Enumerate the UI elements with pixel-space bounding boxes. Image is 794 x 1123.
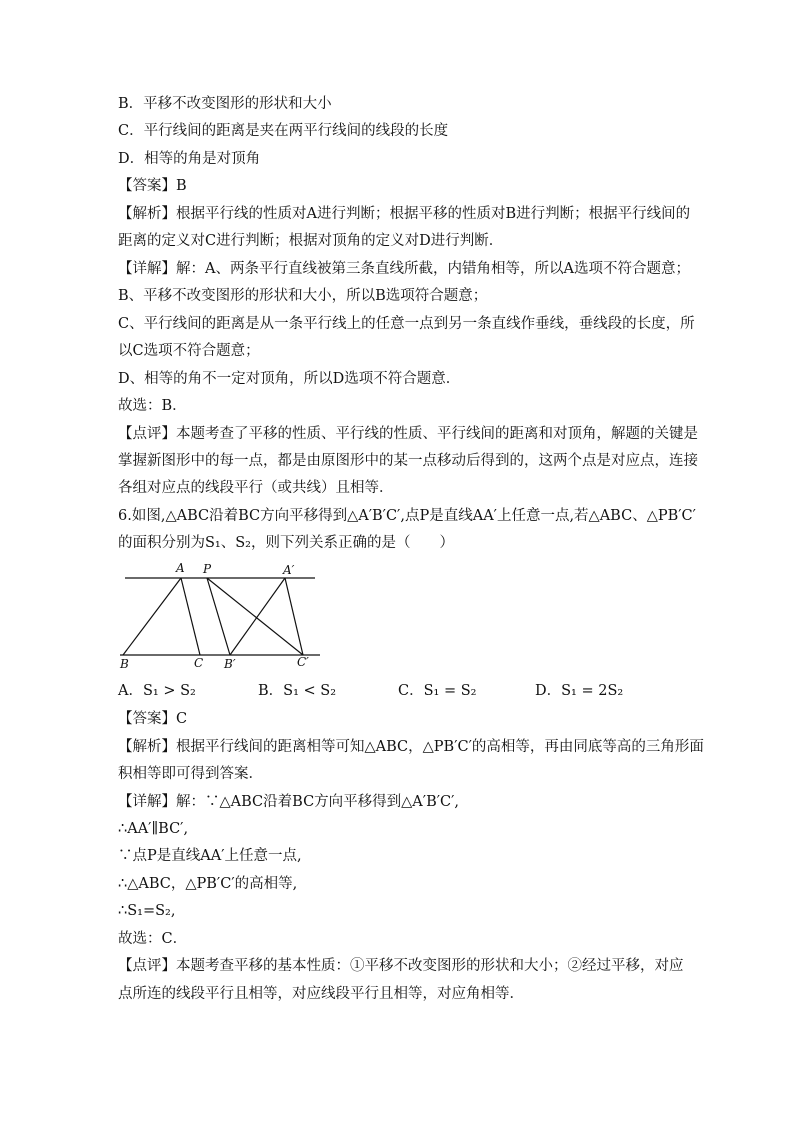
answer-line: 【答案】B — [118, 178, 187, 194]
answer-line-6: 【答案】C — [118, 711, 188, 727]
segment-pb-prime — [207, 578, 230, 655]
detail-line-3: C、平行线间的距离是从一条平行线上的任意一点到另一条直线作垂线，垂线段的长度，所 — [118, 316, 695, 332]
detail-6-line-2: ∴AA′∥BC′, — [118, 821, 189, 837]
analysis-line-1: 【解析】根据平行线的性质对A进行判断；根据平移的性质对B进行判断；根据平行线间的 — [118, 206, 691, 222]
detail-6-line-4: ∴△ABC，△PB′C′的高相等, — [118, 876, 298, 892]
detail-line-1: 【详解】解：A、两条平行直线被第三条直线所截，内错角相等，所以A选项不符合题意； — [118, 261, 690, 277]
detail-6-line-3: ∵点P是直线AA′上任意一点, — [118, 848, 302, 864]
translation-figure — [115, 560, 325, 675]
option-c-text: C．平行线间的距离是夹在两平行线间的线段的长度 — [118, 123, 449, 139]
analysis-line-2: 距离的定义对C进行判断；根据对顶角的定义对D进行判断． — [118, 233, 504, 249]
comment-line-2: 掌握新图形中的每一点，都是由原图形中的某一点移动后得到的，这两个点是对应点，连接 — [118, 453, 698, 469]
segment-ab — [123, 578, 181, 655]
segment-ac — [181, 578, 200, 655]
detail-line-4: 以C选项不符合题意； — [118, 343, 260, 359]
analysis-6-line-1: 【解析】根据平行线间的距离相等可知△ABC，△PB′C′的高相等，再由同底等高的三角形面 — [118, 739, 704, 755]
segment-pc-prime — [207, 578, 303, 655]
choose-6-line: 故选：C． — [118, 931, 188, 947]
comment-6-line-2: 点所连的线段平行且相等，对应线段平行且相等，对应角相等． — [118, 986, 524, 1002]
choice-d: D．S₁ = 2S₂ — [535, 683, 624, 699]
question-6-line-2: 的面积分别为S₁、S₂，则下列关系正确的是（ ） — [118, 535, 454, 551]
segment-a-prime-b-prime — [230, 578, 285, 655]
label-c: C — [194, 656, 204, 670]
label-b: B — [120, 657, 129, 671]
label-a-prime: A′ — [283, 563, 295, 577]
analysis-6-line-2: 积相等即可得到答案． — [118, 766, 263, 782]
label-c-prime: C′ — [297, 655, 309, 669]
label-p: P — [203, 562, 212, 576]
comment-6-line-1: 【点评】本题考查平移的基本性质：①平移不改变图形的形状和大小；②经过平移，对应 — [118, 958, 684, 974]
label-a: A — [176, 561, 185, 575]
detail-6-line-1: 【详解】解：∵△ABC沿着BC方向平移得到△A′B′C′, — [118, 794, 460, 810]
choice-c: C．S₁ = S₂ — [398, 683, 477, 699]
option-b-text: B．平移不改变图形的形状和大小 — [118, 96, 332, 112]
choice-b: B．S₁ < S₂ — [258, 683, 337, 699]
detail-line-2: B、平移不改变图形的形状和大小，所以B选项符合题意； — [118, 288, 488, 304]
label-b-prime: B′ — [224, 657, 236, 671]
choose-line: 故选：B． — [118, 398, 187, 414]
comment-line-1: 【点评】本题考查了平移的性质、平行线的性质、平行线间的距离和对顶角，解题的关键是 — [118, 426, 698, 442]
option-d-text: D．相等的角是对顶角 — [118, 151, 261, 167]
detail-line-5: D、相等的角不一定对顶角，所以D选项不符合题意． — [118, 371, 461, 387]
choice-a: A．S₁ > S₂ — [118, 683, 196, 699]
comment-line-3: 各组对应点的线段平行（或共线）且相等． — [118, 480, 394, 496]
detail-6-line-5: ∴S₁=S₂, — [118, 903, 176, 919]
question-6-line-1: 6.如图,△ABC沿着BC方向平移得到△A′B′C′,点P是直线AA′上任意一点,若△ABC、△PB′C′ — [118, 508, 696, 524]
